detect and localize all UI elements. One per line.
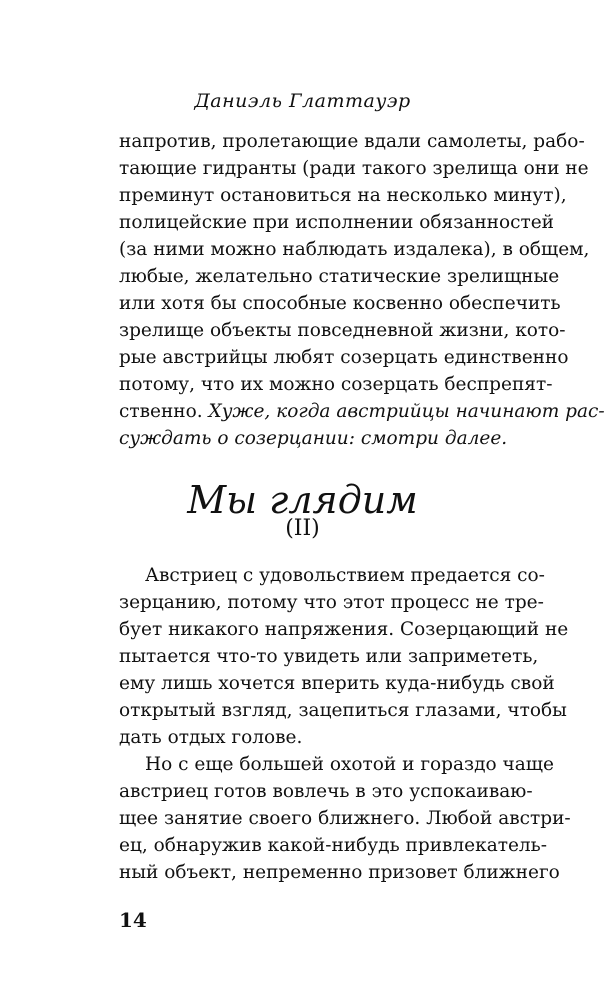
text-line: зерцанию, потому что этот процесс не тре- — [119, 592, 544, 613]
text-line: преминут остановиться на несколько минут), — [119, 185, 567, 206]
paragraph-continued — [119, 128, 605, 452]
text-line: Но с еще большей охотой и гораздо чаще — [145, 754, 554, 775]
text-line: австриец готов вовлечь в это успокаиваю- — [119, 781, 533, 802]
text-line: напротив, пролетающие вдали самолеты, рабо- — [119, 131, 585, 152]
text-line: ец, обнаружив какой-нибудь привлекатель- — [119, 835, 547, 856]
text-line: щее занятие своего ближнего. Любой австри- — [119, 808, 571, 829]
text-line: полицейские при исполнении обязанностей — [119, 212, 554, 233]
text-line: любые, желательно статические зрелищные — [119, 266, 560, 287]
text-line: зрелище объекты повседневной жизни, кото- — [119, 320, 566, 341]
text-line: рые австрийцы любят созерцать единственно — [119, 347, 569, 368]
text-line: дать отдых голове. — [119, 727, 303, 748]
chapter-subtitle: (II) — [285, 516, 320, 541]
text-line: пытается что-то увидеть или запримететь, — [119, 646, 539, 667]
text-line: бует никакого напряжения. Созерцающий не — [119, 619, 569, 640]
plain-text: ственно. — [119, 401, 203, 422]
text-line: (за ними можно наблюдать издалека), в общем, — [119, 239, 590, 260]
italic-text: Хуже, когда австрийцы начинают рас- — [208, 401, 605, 422]
text-line: ный объект, непременно призовет ближнего — [119, 862, 560, 883]
running-head: Даниэль Глаттауэр — [194, 90, 411, 112]
page-number: 14 — [119, 908, 147, 932]
chapter-body — [119, 562, 571, 886]
text-line: Австриец с удовольствием предается со- — [145, 565, 545, 586]
text-line: или хотя бы способные косвенно обеспечить — [119, 293, 561, 314]
text-line: ему лишь хочется вперить куда-нибудь свой — [119, 673, 555, 694]
text-line: открытый взгляд, зацепиться глазами, чтобы — [119, 700, 567, 721]
chapter-title: Мы глядим — [187, 478, 418, 522]
text-line-mixed — [119, 398, 605, 425]
text-line: тающие гидранты (ради такого зрелища они не — [119, 158, 589, 179]
text-line: суждать о созерцании: смотри далее. — [119, 428, 508, 449]
text-line: потому, что их можно созерцать беспрепят- — [119, 374, 553, 395]
